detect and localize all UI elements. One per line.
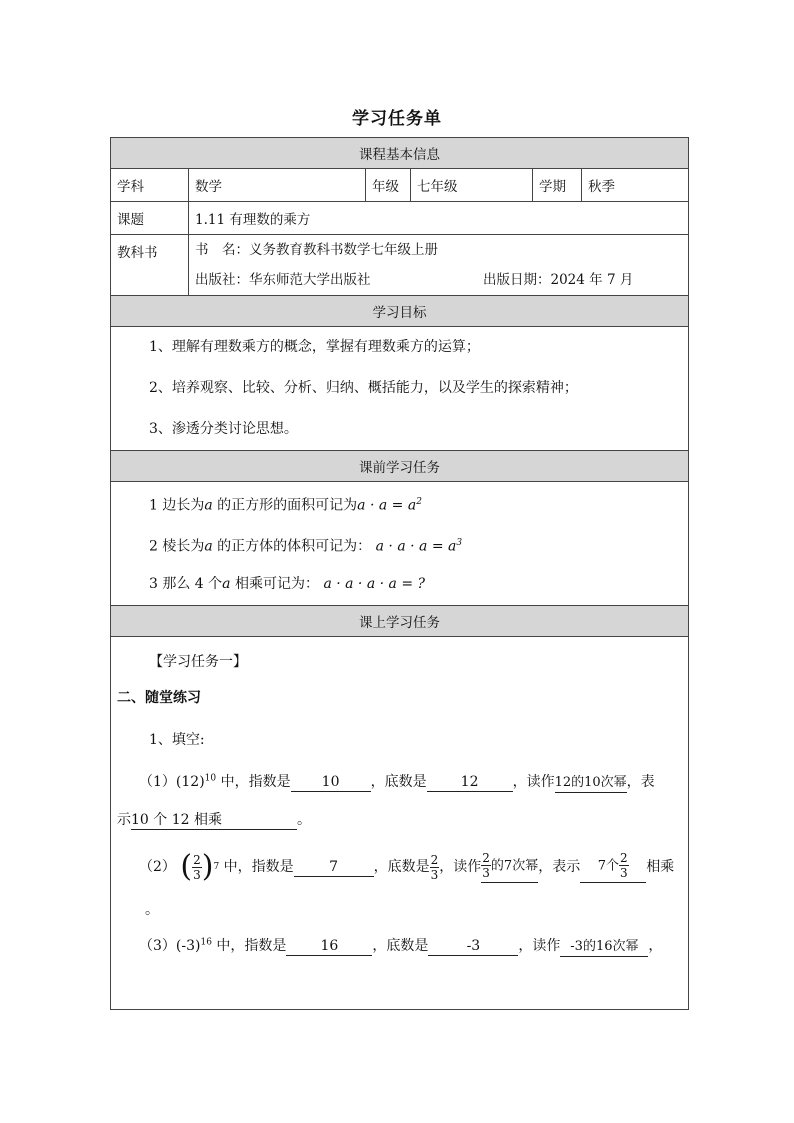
task-one-heading: 【学习任务一】: [149, 654, 247, 670]
problem-2-end: 。: [145, 902, 159, 918]
answer-blank: 7: [294, 858, 374, 877]
pre-task-item: 3 那么 4 个a 相乘可记为： a · a · a · a = ?: [149, 576, 426, 592]
subject-label: 学科: [111, 169, 189, 202]
textbook-info: [189, 235, 689, 296]
textbook-label: 教科书: [111, 235, 189, 296]
document-title: 学习任务单: [352, 109, 442, 129]
pre-task-item: 2 棱长为a 的正方体的体积可记为： $a \cdot a \cdot a = a^3$: [149, 538, 463, 555]
answer-blank: 7个 $\frac{2}{3}$: [580, 851, 646, 883]
task-sheet-table: [110, 137, 689, 1010]
problem-2: （2） ( $\frac{2}{3}$ ) 7 中，指数是 7 ，底数是 $\frac{2}{3}$ ，读作 $\frac{2}{3}$ 的7次幂，表示 7个 $\frac{2}{3}$ 相乘: [139, 845, 674, 889]
answer-blank: 12: [427, 773, 513, 792]
grade-label: 年级: [366, 169, 411, 202]
pre-task-list: [111, 482, 689, 606]
section-basic-info: 课程基本信息: [111, 138, 689, 169]
fill-blank-heading: 1、填空:: [149, 732, 205, 748]
answer-blank: -3: [428, 937, 518, 956]
section-two-heading: 二、随堂练习: [117, 690, 201, 706]
problem-1: $(1)(12)^{10}$ 中，指数是 10 ，底数是 12 ，读作12的10次幂，表: [139, 771, 655, 793]
goal-item: 3、渗透分类讨论思想。: [149, 421, 298, 437]
section-in-class: 课上学习任务: [111, 606, 689, 637]
grade-value: 七年级: [411, 169, 533, 202]
answer-blank: 10 个 12 相乘: [131, 811, 297, 830]
publisher: 出版社：华东师范大学出版社: [195, 272, 371, 288]
topic-label: 课题: [111, 202, 189, 235]
goal-item: 2、培养观察、比较、分析、归纳、概括能力，以及学生的探索精神；: [149, 380, 578, 396]
book-name: 书 名：义务教育教科书数学七年级上册: [195, 242, 438, 258]
answer-blank: 10: [291, 773, 371, 792]
pre-task-item: 1 边长为a 的正方形的面积可记为$a \cdot a = a^2$: [149, 497, 422, 514]
term-label: 学期: [533, 169, 582, 202]
subject-value: 数学: [189, 169, 366, 202]
fraction-power: ( $\frac{2}{3}$ ) 7: [180, 849, 220, 884]
goal-item: 1、理解有理数乘方的概念，掌握有理数乘方的运算；: [149, 339, 480, 355]
section-pre-task: 课前学习任务: [111, 451, 689, 482]
publication-date: 出版日期：2024 年 7 月: [483, 272, 634, 288]
goals-list: [111, 327, 689, 451]
section-goals: 学习目标: [111, 296, 689, 327]
problem-3: $(3)(-3)^{16}$ 中，指数是 16 ，底数是 -3 ，读作 -3的16次幂 ，: [139, 935, 662, 957]
topic-value: 1.11 有理数的乘方: [189, 202, 689, 235]
answer-blank: 12的10次幂: [555, 774, 627, 793]
in-class-content: [111, 637, 689, 1010]
answer-blank: 16: [286, 937, 372, 956]
term-value: 秋季: [582, 169, 689, 202]
problem-1-cont: 示10 个 12 相乘 。: [117, 812, 311, 828]
answer-blank: $\frac{2}{3}$ 的7次幂: [481, 851, 538, 883]
answer-blank: -3的16次幂: [560, 938, 648, 957]
answer-fraction: $\frac{2}{3}$: [430, 852, 439, 882]
